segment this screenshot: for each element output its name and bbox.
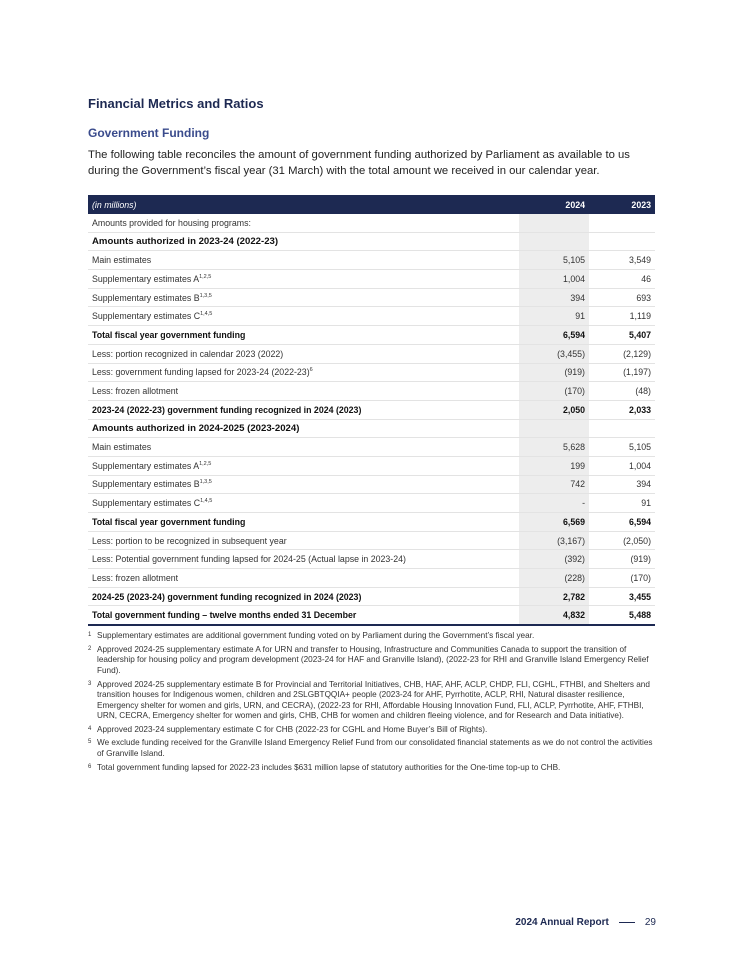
row-label-text: Supplementary estimates B (92, 479, 200, 490)
row-label (88, 569, 519, 588)
value-2024: 742 (519, 475, 589, 494)
page-content (88, 95, 655, 773)
value-2024: 5,105 (519, 251, 589, 270)
value-2023: 394 (589, 475, 655, 494)
footnote-text: Supplementary estimates are additional government funding voted on by Parliament during the Government’s fiscal year. (97, 631, 535, 641)
table-row (88, 307, 655, 326)
footnote (88, 631, 655, 642)
value-2024: 6,569 (519, 513, 589, 532)
government-funding-table (88, 195, 655, 626)
row-label-text: Supplementary estimates C (92, 498, 201, 509)
value-2024 (519, 419, 589, 438)
row-label (88, 326, 519, 345)
value-2024: (228) (519, 569, 589, 588)
value-2023: 3,549 (589, 251, 655, 270)
table-row (88, 419, 655, 438)
value-2024: 394 (519, 288, 589, 307)
row-label (88, 456, 519, 475)
row-label (88, 419, 519, 438)
footnote-mark: 2 (88, 645, 92, 652)
footnote-ref: 1,3,5 (199, 479, 212, 486)
footnote (88, 680, 655, 722)
value-2023: 5,407 (589, 326, 655, 345)
value-2023: 5,105 (589, 438, 655, 457)
page-footer (480, 917, 656, 928)
table-row (88, 494, 655, 513)
row-label (88, 494, 519, 513)
row-label (88, 531, 519, 550)
value-2023: (919) (589, 550, 655, 569)
table-row (88, 531, 655, 550)
value-2023: 1,004 (589, 456, 655, 475)
value-2023: (170) (589, 569, 655, 588)
table-row (88, 606, 655, 625)
table-row (88, 344, 655, 363)
table-row (88, 400, 655, 419)
row-label (88, 606, 519, 625)
footnote-mark: 5 (88, 739, 92, 746)
report-title: 2024 Annual Report (515, 917, 609, 928)
value-2024 (519, 232, 589, 251)
row-label (88, 400, 519, 419)
value-2023: 3,455 (589, 587, 655, 606)
value-2023: 693 (589, 288, 655, 307)
value-2023: 2,033 (589, 400, 655, 419)
row-label (88, 344, 519, 363)
row-label (88, 550, 519, 569)
value-2024: 6,594 (519, 326, 589, 345)
footnote (88, 645, 655, 677)
table-row (88, 569, 655, 588)
table-row (88, 475, 655, 494)
table-row (88, 438, 655, 457)
value-2024: (3,455) (519, 344, 589, 363)
row-label-text: Supplementary estimates B (92, 292, 200, 303)
value-2023: 1,119 (589, 307, 655, 326)
value-2023: (1,197) (589, 363, 655, 382)
footnote-mark: 1 (88, 632, 92, 639)
table-row (88, 363, 655, 382)
row-label-text: Amounts authorized in 2023-24 (2022-23) (92, 236, 279, 248)
footnote-mark: 6 (88, 763, 92, 770)
footnote (88, 763, 655, 774)
intro-paragraph: The following table reconciles the amount of government funding authorized by Parliament as available to us during the Government’s fiscal year (31 March) with the total amount we received in our calendar year. (88, 149, 630, 177)
label-column-header: (in millions) (88, 195, 519, 214)
row-label-text: Main estimates (92, 442, 152, 453)
subsection-heading: Government Funding (88, 126, 210, 140)
footnote-ref: 1,4,5 (200, 498, 213, 505)
row-label (88, 363, 519, 382)
row-label-text: Main estimates (92, 255, 152, 266)
column-header-2024: 2024 (519, 195, 589, 214)
footnote-text: Approved 2024-25 supplementary estimate A for URN and transfer to Housing, Infrastructure and Communities Canada to support the transition of leadership for housing policy and program development (2023-24 for HAF and Granville Island), (2022-23 for RHI and Granville Island Emergency Relief Fund). (97, 644, 649, 675)
footnote-mark: 3 (88, 680, 92, 687)
footnote (88, 725, 655, 736)
value-2024: 5,628 (519, 438, 589, 457)
row-label (88, 475, 519, 494)
footnotes (88, 631, 655, 773)
footnote-text: Approved 2023-24 supplementary estimate C for CHB (2022-23 for CGHL and Home Buyer’s Bill of Rights). (97, 724, 488, 734)
footnote-text: We exclude funding received for the Granville Island Emergency Relief Fund from our consolidated financial statements as we do not control the activities of Granville Island. (97, 738, 653, 759)
value-2023: (48) (589, 382, 655, 401)
value-2024: 91 (519, 307, 589, 326)
footnote-text: Approved 2024-25 supplementary estimate B for Provincial and Territorial Initiatives, CHB, HAF, AHF, ACLP, CHDP, FLI, CGHL, FTHBI, and Shelters and transition houses for Indigenous women, children and 2SLGBTQQIA+ people (2023-24 for AHF, Pyrrhotite, ACLP, RHI, Natural disaster resilience, Emergency shelter for women and girls, URN, and CECRA), (2022-23 for RHI, Affordable Housing Innovation Fund, FLI, ACLP, Pyrrhotite, AHF, FTHBI, URN, CECRA, Emergency shelter for women and girls, CHB, CHB for women and children fleeing violence, and for Research and Data initiative). (97, 679, 650, 721)
row-label-text: Total fiscal year government funding (92, 516, 246, 527)
row-label (88, 438, 519, 457)
row-label (88, 307, 519, 326)
row-label-text: Less: portion recognized in calendar 2023 (2022) (92, 348, 284, 359)
table-row (88, 251, 655, 270)
footnote-ref: 6 (309, 367, 313, 374)
row-label-text: Less: Potential government funding lapsed for 2024-25 (Actual lapse in 2023-24) (92, 554, 406, 565)
table-row (88, 214, 655, 232)
row-label-text: Less: portion to be recognized in subsequent year (92, 535, 287, 546)
value-2023: 6,594 (589, 513, 655, 532)
table-row (88, 587, 655, 606)
footnote-text: Total government funding lapsed for 2022-23 includes $631 million lapse of statutory authorities for the One-time top-up to CHB. (97, 762, 561, 772)
value-2023: (2,050) (589, 531, 655, 550)
row-label-text: 2024-25 (2023-24) government funding recognized in 2024 (2023) (92, 591, 362, 602)
footnote-mark: 4 (88, 725, 92, 732)
footnote-ref: 1,3,5 (199, 292, 212, 299)
footnote (88, 738, 655, 759)
value-2024: (392) (519, 550, 589, 569)
value-2024: 199 (519, 456, 589, 475)
value-2023: (2,129) (589, 344, 655, 363)
row-label (88, 513, 519, 532)
table-header-row (88, 195, 655, 214)
value-2024: (170) (519, 382, 589, 401)
value-2024: (919) (519, 363, 589, 382)
row-label-text: Amounts provided for housing programs: (92, 217, 251, 228)
value-2024: 1,004 (519, 270, 589, 289)
value-2023: 46 (589, 270, 655, 289)
table-row (88, 456, 655, 475)
row-label (88, 382, 519, 401)
row-label-text: Less: frozen allotment (92, 572, 179, 583)
row-label-text: 2023-24 (2022-23) government funding recognized in 2024 (2023) (92, 404, 362, 415)
row-label-text: Total government funding – twelve months ended 31 December (92, 610, 357, 621)
table-row (88, 550, 655, 569)
value-2024: 2,782 (519, 587, 589, 606)
value-2024: - (519, 494, 589, 513)
value-2023 (589, 214, 655, 232)
footnote-ref: 1,2,5 (199, 460, 212, 467)
table-row (88, 270, 655, 289)
column-header-2023: 2023 (589, 195, 655, 214)
row-label (88, 232, 519, 251)
table-row (88, 513, 655, 532)
row-label-text: Amounts authorized in 2024-2025 (2023-2024) (92, 422, 300, 434)
value-2024: 4,832 (519, 606, 589, 625)
value-2023: 5,488 (589, 606, 655, 625)
row-label (88, 288, 519, 307)
footnote-ref: 1,4,5 (200, 311, 213, 318)
row-label (88, 587, 519, 606)
footer-rule (619, 922, 635, 923)
row-label-text: Supplementary estimates A (92, 273, 200, 284)
section-heading: Financial Metrics and Ratios (88, 96, 264, 111)
value-2024 (519, 214, 589, 232)
table-row (88, 232, 655, 251)
value-2023 (589, 232, 655, 251)
table-row (88, 288, 655, 307)
value-2023 (589, 419, 655, 438)
row-label-text: Supplementary estimates A (92, 460, 200, 471)
row-label-text: Total fiscal year government funding (92, 329, 246, 340)
page-number: 29 (644, 917, 656, 928)
row-label-text: Less: government funding lapsed for 2023-24 (2022-23) (92, 367, 310, 378)
table-row (88, 326, 655, 345)
row-label (88, 251, 519, 270)
table-body (88, 214, 655, 625)
row-label (88, 270, 519, 289)
value-2024: (3,167) (519, 531, 589, 550)
footnote-ref: 1,2,5 (199, 273, 212, 280)
table-row (88, 382, 655, 401)
row-label-text: Supplementary estimates C (92, 311, 201, 322)
value-2023: 91 (589, 494, 655, 513)
row-label-text: Less: frozen allotment (92, 386, 179, 397)
value-2024: 2,050 (519, 400, 589, 419)
row-label (88, 214, 519, 232)
